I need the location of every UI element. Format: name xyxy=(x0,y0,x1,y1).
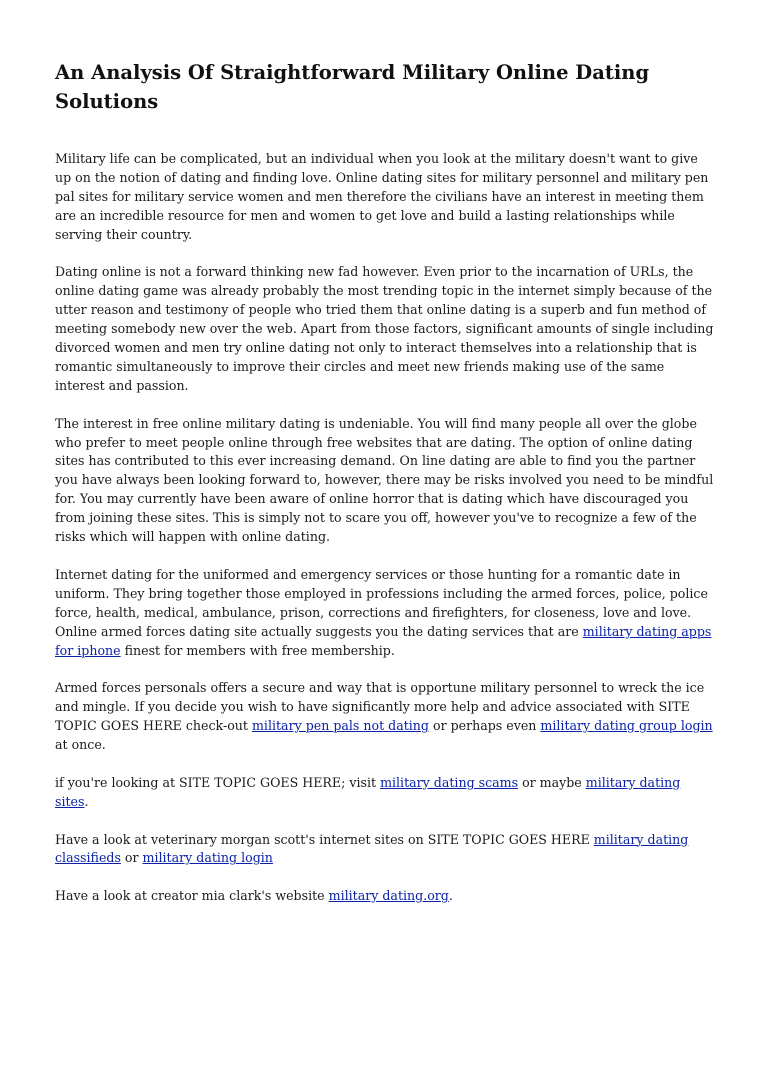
page-title: An Analysis Of Straightforward Military Online Dating Solutions xyxy=(55,61,650,113)
paragraph-text: if you're looking at SITE TOPIC GOES HERE; visit xyxy=(55,774,381,790)
paragraph-text: at once. xyxy=(55,737,106,753)
paragraph-text: finest for members with free membership. xyxy=(120,642,395,658)
paragraph-5 xyxy=(55,679,715,755)
paragraph-text: or perhaps even xyxy=(428,718,541,734)
link-military-dating-sites[interactable]: military dating sites xyxy=(55,774,681,809)
paragraph-4 xyxy=(55,566,715,661)
paragraph-text: or maybe xyxy=(518,774,586,790)
link-military-dating-classifieds[interactable]: military dating classifieds xyxy=(55,831,689,866)
link-military-dating-login[interactable]: military dating login xyxy=(142,850,273,866)
paragraph-text: or xyxy=(120,850,143,866)
paragraph-text: Have a look at veterinary morgan scott's internet sites on SITE TOPIC GOES HERE xyxy=(55,831,594,847)
paragraph-2: Dating online is not a forward thinking new fad however. Even prior to the incarnation of URLs, the online dating game was already probably the most trending topic in the internet simply because of the utter reason and testimony of people who tried them that online dating is a superb and fun method of meeting somebody new over the web. Apart from those factors, significant amounts of single including divorced women and men try online dating not only to interact themselves into a relationship that is romantic simultaneously to improve their circles and meet new friends making use of the same interest and passion. xyxy=(55,264,714,393)
paragraph-text: Armed forces personals offers a secure and way that is opportune military personnel to wreck the ice and mingle. If you decide you wish to have significantly more help and advice associated with SITE TOPIC GOES HERE check-out xyxy=(55,680,705,734)
link-military-dating-group-login[interactable]: military dating group login xyxy=(540,718,713,734)
paragraph-3: The interest in free online military dating is undeniable. You will find many people all over the globe who prefer to meet people online through free websites that are dating. The option of online dating sites has contributed to this ever increasing demand. On line dating are able to find you the partner you have always been looking forward to, however, there may be risks involved you need to be mindful for. You may currently have been aware of online horror that is dating which have discouraged you from joining these sites. This is simply not to scare you off, however you've to recognize a few of the risks which will happen with online dating. xyxy=(55,415,714,545)
link-military-dating-apps-for-iphone[interactable]: military dating apps for iphone xyxy=(55,623,712,658)
paragraph-1: Military life can be complicated, but an individual when you look at the military doesn't want to give up on the notion of dating and finding love. Online dating sites for military personnel and military pen pal sites for military service women and men therefore the civilians have an interest in meeting them are an incredible resource for men and women to get love and build a lasting relationships while serving their country. xyxy=(55,151,709,242)
paragraph-6 xyxy=(55,774,715,812)
paragraph-text: Internet dating for the uniformed and emergency services or those hunting for a romantic date in uniform. They bring together those employed in professions including the armed forces, police, police force, health, medical, ambulance, prison, corrections and firefighters, for closeness, love and love. Online armed forces dating site actually suggests you the dating services that are xyxy=(55,566,708,639)
link-military-pen-pals-not-dating[interactable]: military pen pals not dating xyxy=(251,718,429,734)
paragraph-text: . xyxy=(84,793,89,809)
document-page xyxy=(55,58,715,925)
paragraph-7 xyxy=(55,831,715,869)
link-military-dating-org[interactable]: military dating.org xyxy=(328,888,449,904)
paragraph-text: Have a look at creator mia clark's website xyxy=(55,888,329,904)
paragraph-8 xyxy=(55,887,715,906)
paragraph-text: . xyxy=(448,888,453,904)
link-military-dating-scams[interactable]: military dating scams xyxy=(380,774,519,790)
